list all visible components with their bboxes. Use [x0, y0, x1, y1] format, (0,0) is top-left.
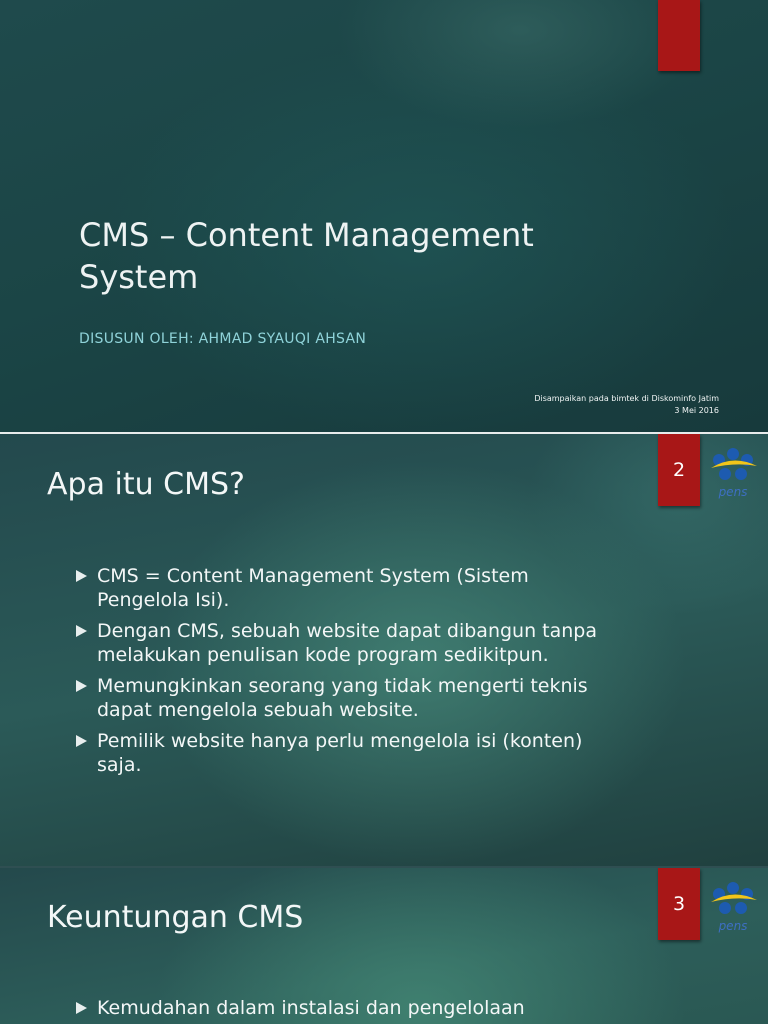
slide-title: Keuntungan CMS: [47, 900, 304, 935]
footnote-line-2: 3 Mei 2016: [674, 406, 719, 415]
pens-logo-icon: [705, 880, 761, 936]
slide-1: [0, 0, 768, 432]
list-item: Kemudahan dalam instalasi dan pengelolaan: [76, 996, 616, 1020]
bullet-triangle-icon: [76, 680, 87, 692]
bullet-list: [76, 564, 616, 784]
svg-text:pens: pens: [718, 919, 748, 933]
svg-text:pens: pens: [718, 485, 748, 499]
red-accent-tab: [658, 0, 700, 71]
list-item: Pemilik website hanya perlu mengelola isi (konten) saja.: [76, 729, 616, 777]
list-item: Dengan CMS, sebuah website dapat dibangun tanpa melakukan penulisan kode program sedikitpun.: [76, 619, 616, 667]
footnote-line-1: Disampaikan pada bimtek di Diskominfo Jatim: [534, 394, 719, 403]
slide-title: Apa itu CMS?: [47, 467, 245, 502]
bullet-triangle-icon: [76, 625, 87, 637]
slide-subtitle: DISUSUN OLEH: AHMAD SYAUQI AHSAN: [79, 331, 367, 347]
bullet-triangle-icon: [76, 735, 87, 747]
pens-logo-icon: [705, 446, 761, 502]
bullet-list: [76, 996, 616, 1024]
slide-title: CMS – Content Management System: [79, 216, 534, 296]
slide-footnote: [534, 393, 719, 417]
slide-3: [0, 868, 768, 1024]
bullet-triangle-icon: [76, 1002, 87, 1014]
list-item: CMS = Content Management System (Sistem Pengelola Isi).: [76, 564, 616, 612]
list-item: Memungkinkan seorang yang tidak mengerti teknis dapat mengelola sebuah website.: [76, 674, 616, 722]
page-number-badge: 2: [658, 434, 700, 506]
slide-2: [0, 434, 768, 866]
page-number-badge: 3: [658, 868, 700, 940]
bullet-triangle-icon: [76, 570, 87, 582]
